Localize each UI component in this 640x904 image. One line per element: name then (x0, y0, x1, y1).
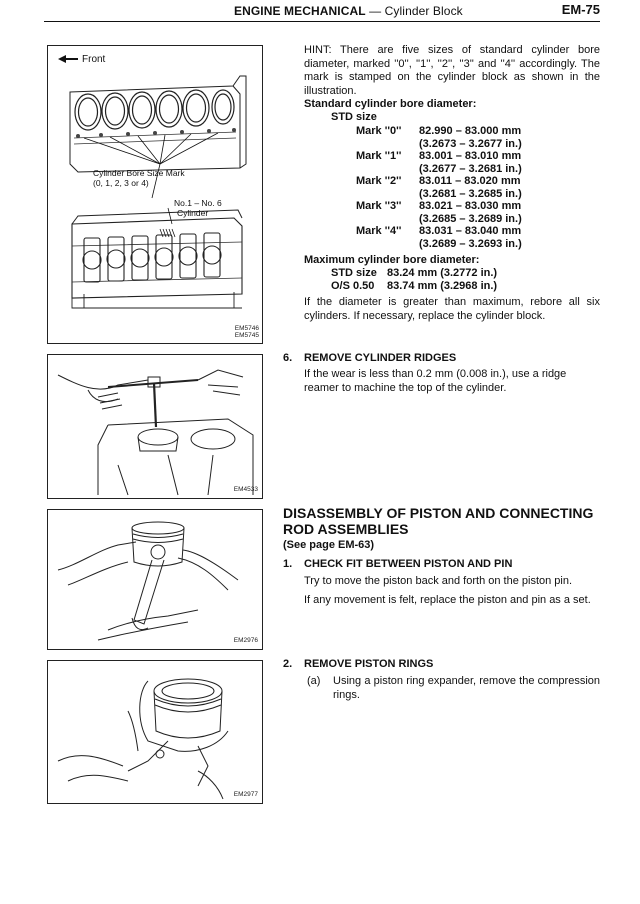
mark-0: Mark ''0'' (356, 125, 402, 137)
step1-text-2: If any movement is felt, replace the piston and pin as a set. (304, 594, 591, 606)
hint-text: HINT: There are five sizes of standard cylinder bore diameter, marked ''0'', ''1'', ''2'', ''3'' and ''4'' accordingly. The mark is stamped on the cylinder block as shown in the illustration. (304, 44, 600, 97)
page-header (44, 0, 600, 22)
step2-sub-text: Using a piston ring expander, remove the compression rings. (333, 675, 600, 701)
figure-code-1: EM5746 (234, 325, 259, 332)
mark-4: Mark ''4'' (356, 225, 402, 237)
step6-text: If the wear is less than 0.2 mm (0.008 in.), use a ridge reamer to machine the top of the cylinder. (304, 368, 567, 394)
front-arrow-icon (58, 55, 78, 63)
mark-0-in: (3.2673 – 3.2677 in.) (419, 138, 522, 150)
bore-mark-values: (0, 1, 2, 3 or 4) (93, 178, 149, 188)
step6-number: 6. (283, 352, 293, 364)
step2-title: REMOVE PISTON RINGS (304, 658, 434, 670)
mark-0-mm: 82.990 – 83.000 mm (419, 125, 522, 137)
max-bore-title: Maximum cylinder bore diameter: (304, 254, 480, 266)
page-number: EM-75 (561, 2, 600, 17)
mark-3-mm: 83.021 – 83.030 mm (419, 200, 522, 212)
mark-1-mm: 83.001 – 83.010 mm (419, 150, 522, 162)
cylinder-label: Cylinder (177, 208, 209, 218)
figure-code (235, 325, 259, 339)
step2-sub-label: (a) (307, 675, 321, 687)
disassembly-title-line1: DISASSEMBLY OF PISTON AND CONNECTING (283, 505, 594, 521)
figure-piston-pin-check (47, 509, 263, 650)
mark-3: Mark ''3'' (356, 200, 402, 212)
std-bore-title: Standard cylinder bore diameter: (304, 98, 477, 110)
header-section-rest: — Cylinder Block (365, 4, 463, 18)
mark-4-in: (3.2689 – 3.2693 in.) (419, 238, 522, 250)
step1-title: CHECK FIT BETWEEN PISTON AND PIN (304, 558, 513, 570)
figure-code: EM2976 (233, 637, 258, 644)
mark-1-in: (3.2677 – 3.2681 in.) (419, 163, 522, 175)
figure-code: EM4533 (233, 486, 258, 493)
max-std-value: 83.24 mm (3.2772 in.) (387, 267, 498, 279)
piston-pin-illustration (48, 510, 262, 649)
std-size-subtitle: STD size (331, 111, 377, 123)
figure-ridge-reamer (47, 354, 263, 499)
ring-expander-illustration (48, 661, 262, 803)
bore-mark-label: Cylinder Bore Size Mark (93, 168, 185, 178)
mark-2-mm: 83.011 – 83.020 mm (419, 175, 521, 187)
mark-4-mm: 83.031 – 83.040 mm (419, 225, 522, 237)
max-bore-note: If the diameter is greater than maximum, rebore all six cylinders. If necessary, replace the cylinder block. (304, 296, 600, 322)
cylinder-block-illustration (48, 46, 262, 343)
figure-ring-expander (47, 660, 263, 804)
figure-cylinder-block (47, 45, 263, 344)
header-section-bold: ENGINE MECHANICAL (234, 4, 366, 18)
cylinder-range-label: No.1 – No. 6 (174, 198, 222, 208)
step1-text-1: Try to move the piston back and forth on the piston pin. (304, 575, 573, 587)
step2-number: 2. (283, 658, 293, 670)
disassembly-page-ref: (See page EM-63) (283, 539, 375, 551)
step1-number: 1. (283, 558, 293, 570)
figure-code: EM2977 (233, 791, 258, 798)
mark-3-in: (3.2685 – 3.2689 in.) (419, 213, 522, 225)
header-title (234, 4, 463, 18)
mark-2-in: (3.2681 – 3.2685 in.) (419, 188, 522, 200)
mark-1: Mark ''1'' (356, 150, 402, 162)
max-os-value: 83.74 mm (3.2968 in.) (387, 280, 498, 292)
disassembly-title-line2: ROD ASSEMBLIES (283, 521, 409, 537)
figure-code-2: EM5745 (234, 332, 259, 339)
max-os-label: O/S 0.50 (331, 280, 375, 292)
max-std-label: STD size (331, 267, 377, 279)
ridge-reamer-illustration (48, 355, 262, 498)
step6-title: REMOVE CYLINDER RIDGES (304, 352, 457, 364)
mark-2: Mark ''2'' (356, 175, 402, 187)
header-rule (44, 21, 600, 22)
front-label: Front (82, 54, 106, 65)
